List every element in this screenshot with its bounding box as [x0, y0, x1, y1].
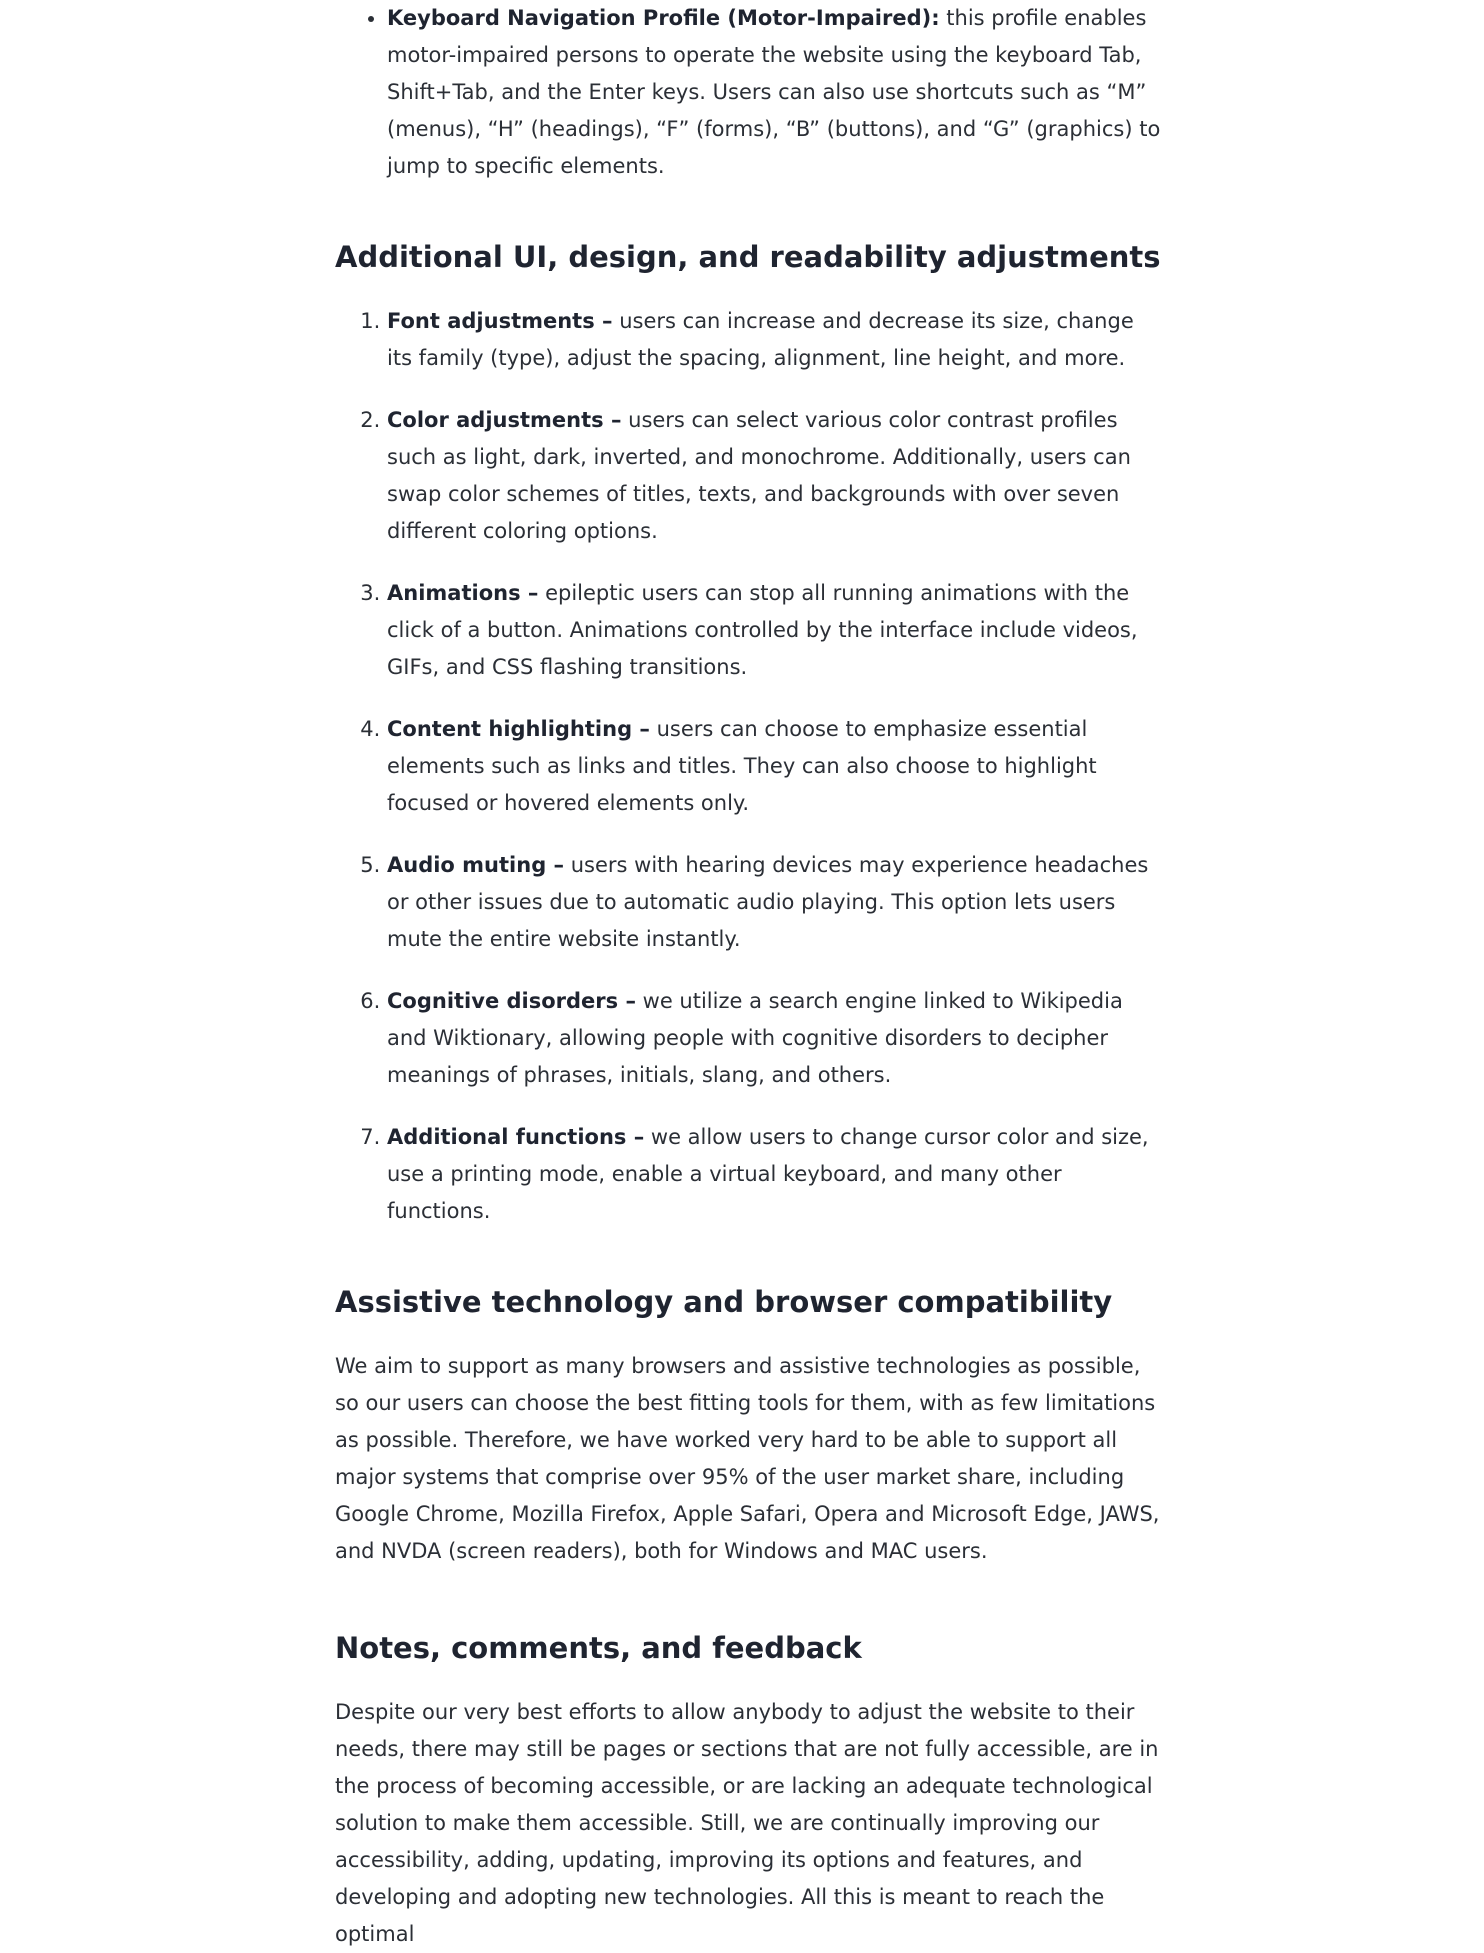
list-item-title: Color adjustments –: [387, 408, 622, 432]
list-item-title: Cognitive disorders –: [387, 989, 636, 1013]
list-item: [387, 575, 1165, 686]
page-content: [335, 0, 1165, 1953]
list-item-text: users can choose to emphasize essential elements such as links and titles. They can also choose to highlight focused or hovered elements only.: [387, 717, 1097, 815]
list-item-title: Font adjustments –: [387, 309, 613, 333]
adjustments-list: [335, 303, 1165, 1230]
list-item-title: Audio muting –: [387, 853, 565, 877]
list-item-text: users can increase and decrease its size, change its family (type), adjust the spacing, alignment, line height, and more.: [387, 309, 1134, 370]
section-heading-adjustments: Additional UI, design, and readability adjustments: [335, 240, 1161, 274]
list-item: [387, 983, 1165, 1094]
list-item-title: Keyboard Navigation Profile (Motor-Impaired):: [387, 6, 940, 30]
list-item-title: Additional functions –: [387, 1125, 645, 1149]
list-item-text: this profile enables motor-impaired persons to operate the website using the keyboard Tab, Shift+Tab, and the Enter keys. Users can also use shortcuts such as “M” (menus), “H” (headings), “F” (forms), “B” (buttons), and “G” (graphics) to jump to specific elements.: [387, 6, 1161, 178]
section-heading-feedback: Notes, comments, and feedback: [335, 1631, 862, 1665]
list-item: [387, 402, 1165, 550]
compatibility-paragraph: We aim to support as many browsers and assistive technologies as possible, so our users can choose the best fitting tools for them, with as few limitations as possible. Therefore, we have worked very hard to be able to support all major systems that comprise over 95% of the user market share, including Google Chrome, Mozilla Firefox, Apple Safari, Opera and Microsoft Edge, JAWS, and NVDA (screen readers), both for Windows and MAC users.: [335, 1354, 1160, 1563]
section-heading-compatibility: Assistive technology and browser compatibility: [335, 1285, 1113, 1319]
list-item: [387, 711, 1165, 822]
list-item-text: users with hearing devices may experience headaches or other issues due to automatic audio playing. This option lets users mute the entire website instantly.: [387, 853, 1149, 951]
list-item: [387, 303, 1165, 377]
list-item: [387, 1119, 1165, 1230]
list-item-title: Animations –: [387, 581, 539, 605]
list-item: [387, 847, 1165, 958]
list-item-text: epileptic users can stop all running animations with the click of a button. Animations controlled by the interface include videos, GIFs, and CSS flashing transitions.: [387, 581, 1138, 679]
feedback-paragraph: Despite our very best efforts to allow anybody to adjust the website to their needs, there may still be pages or sections that are not fully accessible, are in the process of becoming accessible, or are lacking an adequate technological solution to make them accessible. Still, we are continually improving our accessibility, adding, updating, improving its options and features, and developing and adopting new technologies. All this is meant to reach the optimal: [335, 1700, 1159, 1946]
list-item-text: we allow users to change cursor color and size, use a printing mode, enable a virtual keyboard, and many other functions.: [387, 1125, 1149, 1223]
list-item-text: users can select various color contrast profiles such as light, dark, inverted, and monochrome. Additionally, users can swap color schemes of titles, texts, and backgrounds with over seven different coloring options.: [387, 408, 1131, 543]
list-item-text: we utilize a search engine linked to Wikipedia and Wiktionary, allowing people with cognitive disorders to decipher meanings of phrases, initials, slang, and others.: [387, 989, 1123, 1087]
list-item-keyboard-navigation: [387, 0, 1165, 185]
list-item-title: Content highlighting –: [387, 717, 650, 741]
profile-list: [335, 0, 1165, 185]
